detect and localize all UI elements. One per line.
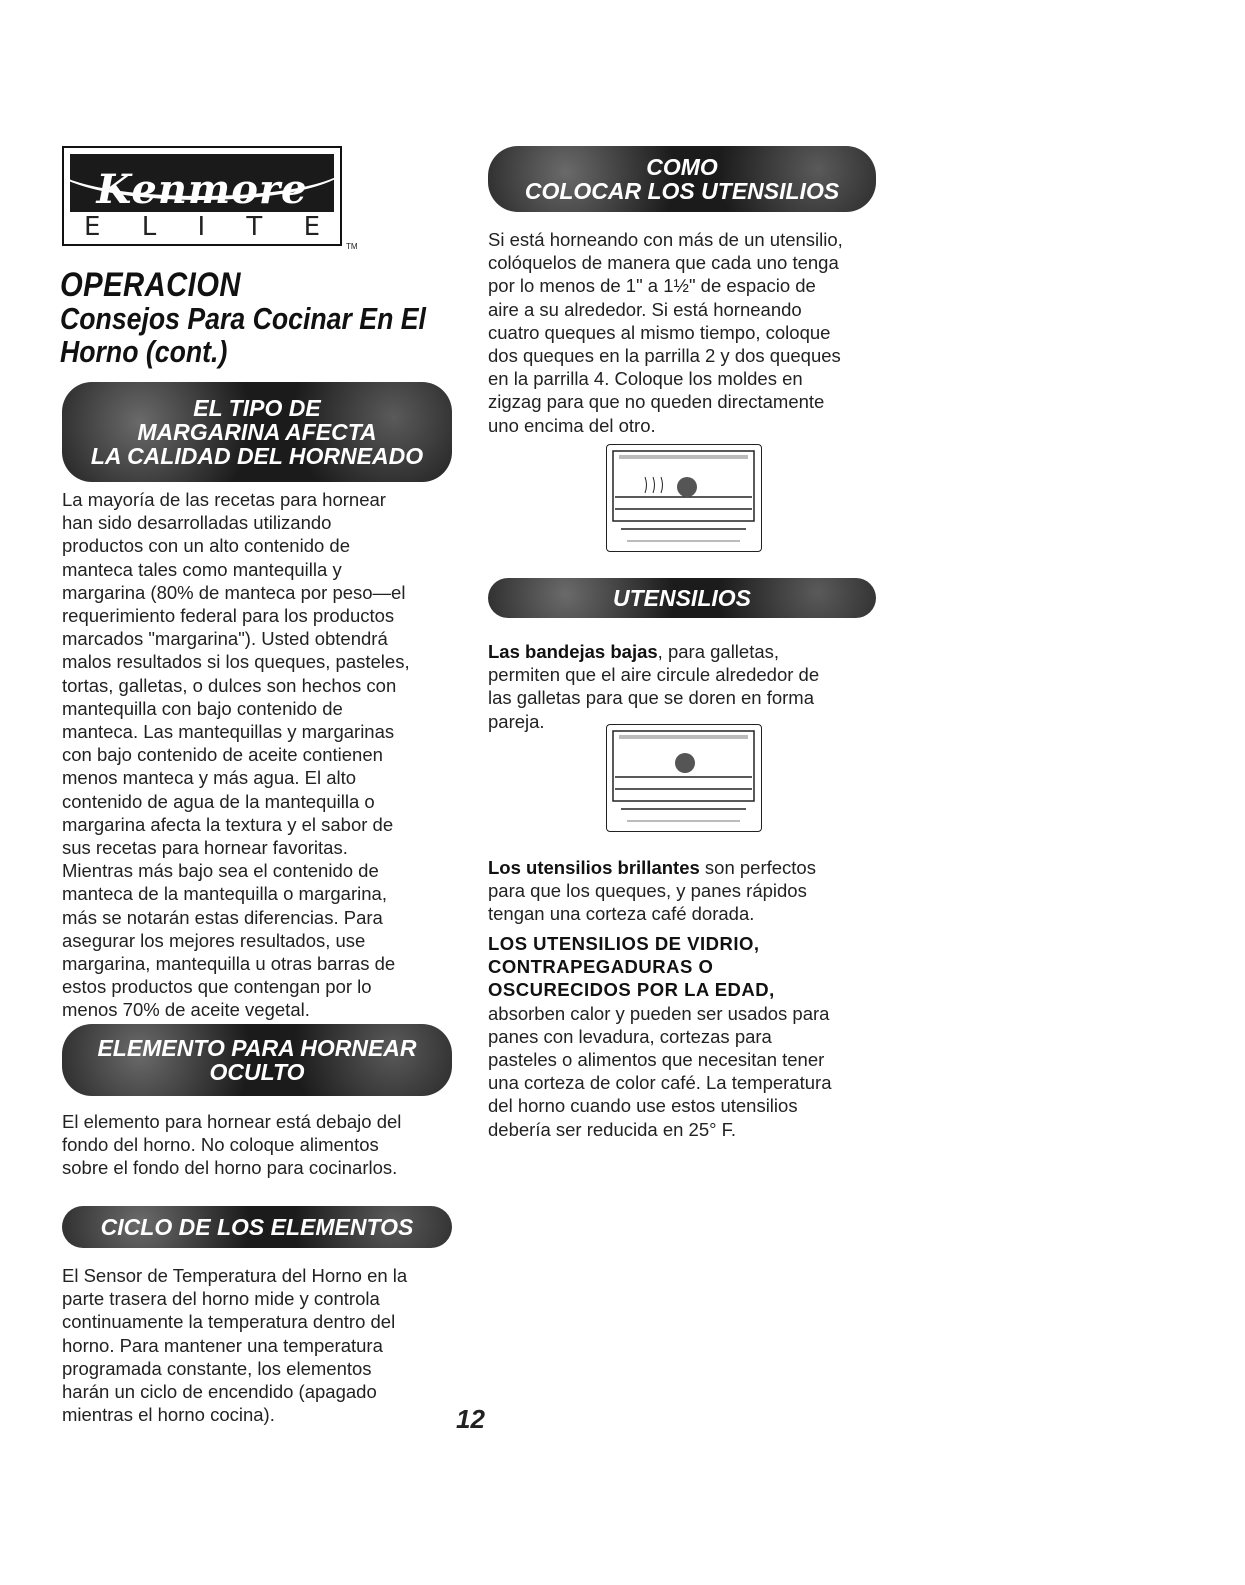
text-line: aire a su alrededor. Si está horneando — [488, 298, 802, 320]
text-line: Mientras más bajo sea el contenido de — [62, 860, 379, 882]
text-line: estos productos que contengan por lo — [62, 976, 372, 998]
text-line: malos resultados si los queques, pasteles, — [62, 651, 410, 673]
text-line: fondo del horno. No coloque alimentos — [62, 1134, 379, 1156]
logo-brand: Kenmore — [96, 166, 308, 212]
page-number: 12 — [456, 1404, 485, 1434]
heading-line: CICLO DE LOS ELEMENTOS — [100, 1213, 414, 1240]
text-line: en la parrilla 4. Coloque los moldes en — [488, 368, 803, 390]
text-line: permiten que el aire circule alrededor de — [488, 664, 820, 686]
text-line: pasteles o alimentos que necesitan tener — [488, 1049, 825, 1071]
text-line: una corteza de color café. La temperatura — [488, 1072, 832, 1094]
text-line — [488, 856, 898, 879]
text-line: colóquelos de manera que cada uno tenga — [488, 252, 839, 274]
trademark: TM — [346, 242, 358, 251]
logo-letter: I — [197, 212, 206, 242]
text-line: las galletas para que se doren en forma — [488, 687, 815, 709]
logo-band — [70, 154, 334, 212]
text-line: absorben calor y pueden ser usados para — [488, 1002, 830, 1024]
text-line: sobre el fondo del horno para cocinarlos. — [62, 1157, 398, 1179]
text-line: tortas, galletas, o dulces son hechos con — [62, 674, 397, 696]
text-line: Si está horneando con más de un utensilio, — [488, 229, 843, 250]
text-line: manteca de la mantequilla o margarina, — [62, 883, 387, 905]
text-line: con bajo contenido de aceite contienen — [62, 744, 383, 766]
caps-line: CONTRAPEGADURAS O — [488, 956, 714, 978]
caps-line: LOS UTENSILIOS DE VIDRIO, — [488, 933, 760, 954]
heading-line: COLOCAR LOS UTENSILIOS — [524, 178, 840, 204]
logo-elite — [70, 210, 334, 244]
heading-line: EL TIPO DE — [193, 394, 321, 421]
text-line: mantequilla con bajo contenido de — [62, 697, 343, 719]
text-line: programada constante, los elementos — [62, 1357, 372, 1379]
caps-line: OSCURECIDOS POR LA EDAD, — [488, 979, 775, 1001]
subtitle-line: Consejos Para Cocinar En El — [60, 301, 426, 336]
logo-letter: E — [303, 212, 320, 242]
text-line: para que los queques, y panes rápidos — [488, 880, 807, 902]
text-line: margarina (80% de manteca por peso—el — [62, 581, 406, 603]
heading-line: UTENSILIOS — [612, 584, 751, 611]
heading-line: MARGARINA AFECTA — [137, 418, 377, 445]
subtitle-line: Horno (cont.) — [60, 334, 228, 369]
bandejas-bold: Las bandejas bajas — [488, 641, 658, 662]
text-line: uno encima del otro. — [488, 414, 656, 436]
text-line: tengan una corteza café dorada. — [488, 903, 755, 925]
text-line: panes con levadura, cortezas para — [488, 1025, 772, 1047]
text-fragment: , para galletas, — [657, 641, 780, 662]
text-line: zigzag para que no queden directamente — [488, 391, 825, 413]
brillantes-text — [488, 856, 898, 926]
text-line: requerimiento federal para los productos — [62, 605, 395, 627]
kenmore-elite-logo — [62, 146, 358, 252]
text-line: cuatro queques al mismo tiempo, coloque — [488, 321, 831, 343]
text-line: manteca tales como mantequilla y — [62, 558, 342, 580]
oven-illustration-sheet — [606, 724, 762, 832]
heading-margarina — [62, 382, 452, 482]
text-line: parte trasera del horno mide y controla — [62, 1288, 380, 1310]
heading-colocar — [488, 146, 876, 212]
text-line: más se notarán estas diferencias. Para — [62, 906, 383, 928]
logo-letter: L — [141, 212, 157, 242]
heading-line: OCULTO — [209, 1059, 305, 1085]
margarina-text — [62, 488, 462, 1022]
text-line: menos 70% de aceite vegetal. — [62, 999, 310, 1021]
page-subtitle — [60, 302, 464, 368]
text-line — [488, 640, 898, 663]
text-line: pareja. — [488, 710, 545, 732]
text-line: del horno cuando use estos utensilios — [488, 1095, 798, 1117]
text-line: margarina, mantequilla u otras barras de — [62, 953, 396, 975]
text-line: El Sensor de Temperatura del Horno en la — [62, 1265, 408, 1286]
logo-letter: E — [84, 212, 101, 242]
heading-line: COMO — [646, 153, 718, 180]
text-line: harán un ciclo de encendido (apagado — [62, 1381, 377, 1403]
text-line: manteca. Las mantequillas y margarinas — [62, 721, 395, 743]
text-line: marcados "margarina"). Usted obtendrá — [62, 628, 388, 650]
text-line: menos manteca y más agua. El alto — [62, 767, 357, 789]
text-line: dos queques en la parrilla 2 y dos queques — [488, 345, 841, 367]
text-line: debería ser reducida en 25° F. — [488, 1118, 737, 1140]
oven-illustration-racks — [606, 444, 762, 552]
text-line: contenido de agua de la mantequilla o — [62, 790, 375, 812]
text-fragment: son perfectos — [699, 857, 816, 878]
brillantes-bold: Los utensilios brillantes — [488, 857, 700, 878]
text-line: asegurar los mejores resultados, use — [62, 929, 366, 951]
text-line: horno. Para mantener una temperatura — [62, 1334, 383, 1356]
text-line: La mayoría de las recetas para hornear — [62, 489, 386, 510]
heading-line: LA CALIDAD DEL HORNEADO — [90, 443, 424, 470]
ciclo-text — [62, 1264, 462, 1426]
heading-line: ELEMENTO PARA HORNEAR — [97, 1034, 417, 1061]
text-line: mientras el horno cocina). — [62, 1404, 275, 1426]
colocar-text — [488, 228, 898, 437]
heading-utensilios — [488, 578, 876, 618]
oven-racks-icon — [607, 445, 760, 550]
text-line: productos con un alto contenido de — [62, 535, 350, 557]
logo-letter: T — [246, 212, 263, 242]
text-line: margarina afecta la textura y el sabor de — [62, 813, 394, 835]
text-line: por lo menos de 1" a 1½" de espacio de — [488, 275, 816, 297]
heading-ciclo — [62, 1206, 452, 1248]
oven-sheet-icon — [607, 725, 760, 830]
elemento-text — [62, 1110, 462, 1180]
page-title: OPERACION — [60, 266, 241, 304]
heading-elemento — [62, 1024, 452, 1096]
bandejas-text — [488, 640, 898, 733]
text-line: han sido desarrolladas utilizando — [62, 512, 332, 534]
text-line: continuamente la temperatura dentro del — [62, 1311, 396, 1333]
vidrio-text — [488, 932, 898, 1141]
text-line: El elemento para hornear está debajo del — [62, 1111, 402, 1132]
text-line: sus recetas para hornear favoritas. — [62, 837, 348, 859]
